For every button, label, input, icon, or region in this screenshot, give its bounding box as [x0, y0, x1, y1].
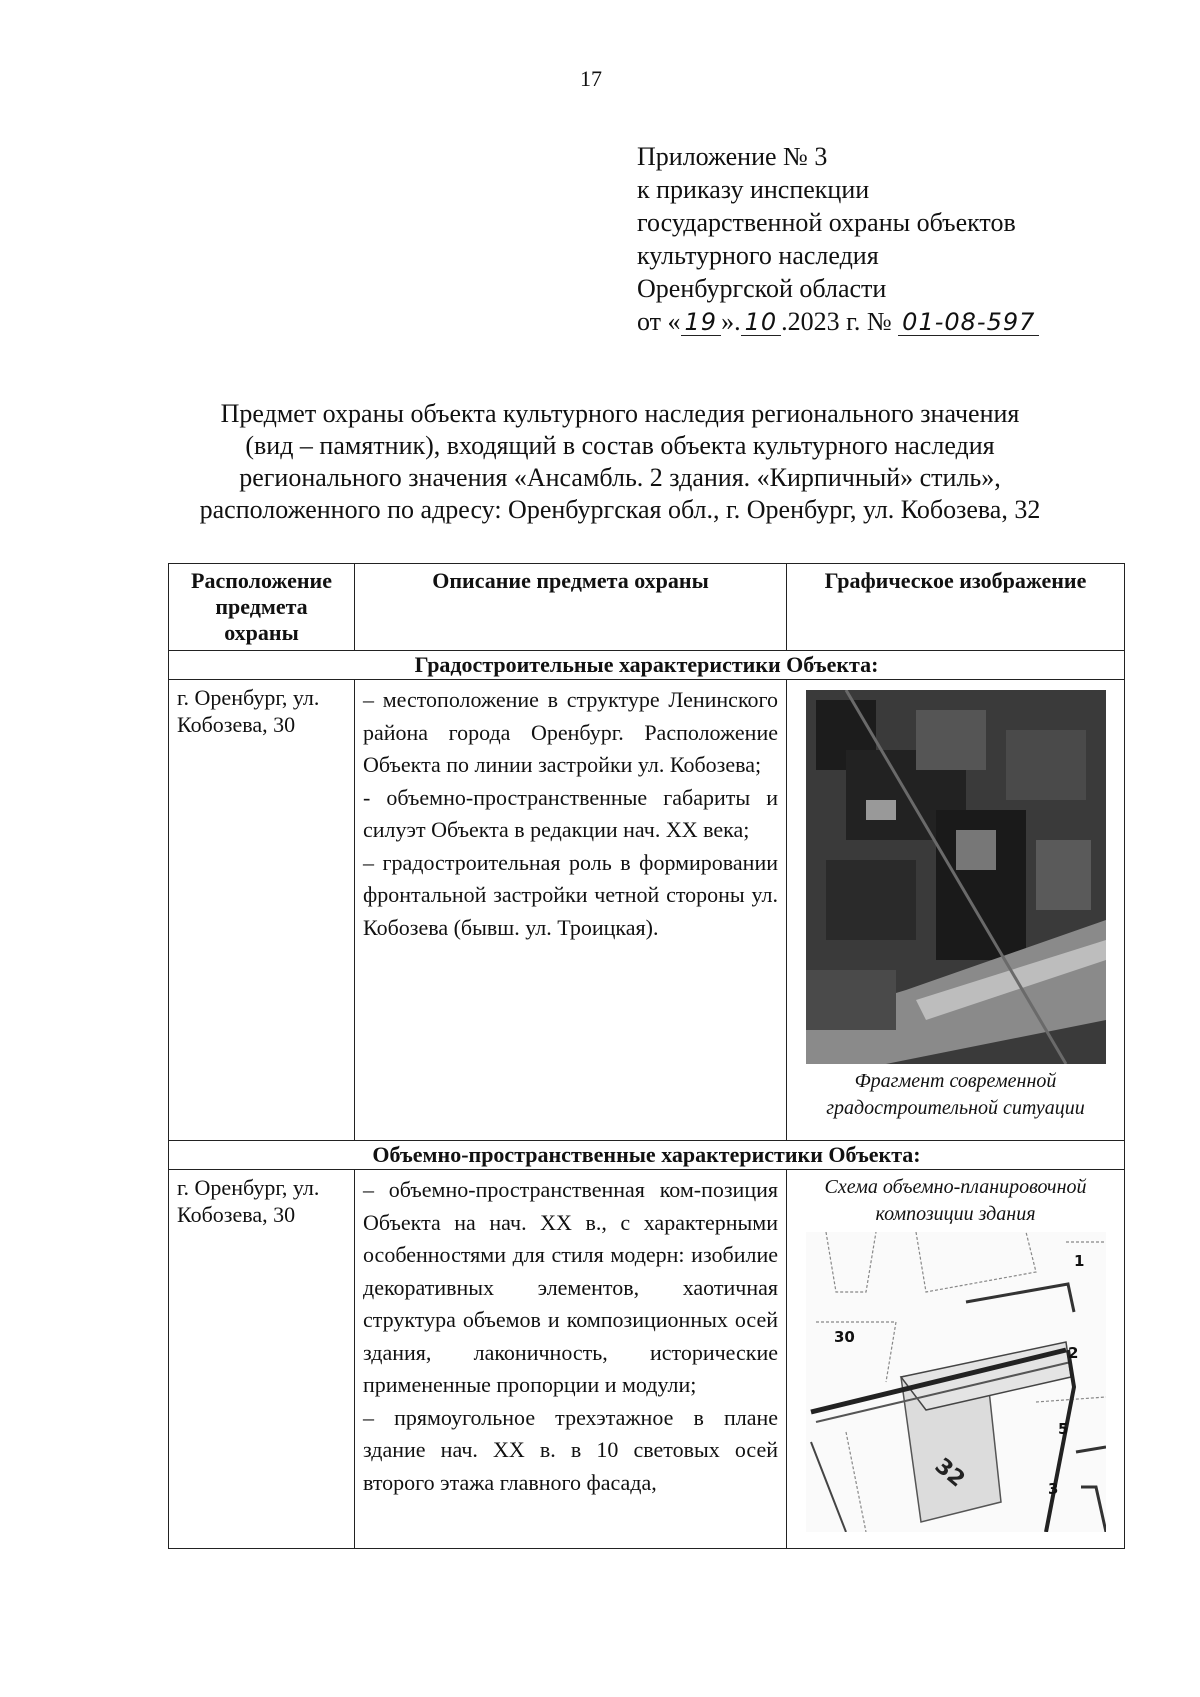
- description-item: – градостроительная роль в формировании фронтальной застройки четной стороны ул. Кобозева (бывш. ул. Троицкая).: [363, 849, 778, 940]
- scheme-caption: Схема объемно-планировочной композиции здания: [824, 1176, 1087, 1225]
- floor-plan-scheme-image: [806, 1232, 1106, 1532]
- aerial-photo-image: [806, 690, 1106, 1064]
- image-caption: Фрагмент современной градостроительной ситуации: [826, 1070, 1085, 1119]
- handwritten-month: 10: [741, 309, 782, 336]
- section-row: [169, 651, 1125, 680]
- title-line: регионального значения «Ансамбль. 2 здания. «Кирпичный» стиль»,: [239, 463, 1001, 492]
- location-cell: г. Оренбург, ул. Кобозева, 30: [169, 680, 355, 1141]
- description-cell: [355, 680, 787, 1141]
- description-cell: [355, 1170, 787, 1549]
- section-title-volumetric: Объемно-пространственные характеристики Объекта:: [169, 1141, 1125, 1170]
- date-mid: ».: [721, 307, 741, 336]
- handwritten-day: 19: [681, 309, 722, 336]
- table-row: [169, 680, 1125, 1141]
- description-item: – объемно-пространственная ком-позиция Объекта на нач. XX в., с характерными особенностями для стиля модерн: изобилие декоративных элементов, хаотичная структура объемов и композиционных осей здания, лаконичность, исторические примененные пропорции и модули;: [363, 1177, 778, 1397]
- document-title: [150, 398, 1090, 526]
- title-line: Предмет охраны объекта культурного наследия регионального значения: [220, 399, 1020, 428]
- scheme-label: 1: [1073, 1252, 1084, 1270]
- image-cell: [787, 680, 1125, 1141]
- scheme-label-building: 32: [929, 1453, 969, 1493]
- description-item: – местоположение в структуре Ленинского района города Оренбург. Расположение Объекта по линии застройки ул. Кобозева;: [363, 687, 778, 777]
- table-row: [169, 1170, 1125, 1549]
- protection-subject-table: [168, 563, 1125, 1549]
- image-cell: [787, 1170, 1125, 1549]
- section-title-urban: Градостроительные характеристики Объекта:: [169, 651, 1125, 680]
- date-suffix: .2023 г. №: [781, 307, 892, 336]
- title-line: (вид – памятник), входящий в состав объекта культурного наследия: [245, 431, 995, 460]
- appendix-line: культурного наследия: [637, 241, 879, 270]
- header-location: Расположение предмета охраны: [169, 564, 355, 651]
- appendix-date-line: [637, 305, 1039, 338]
- appendix-line: Приложение № 3: [637, 142, 828, 171]
- date-prefix: от «: [637, 307, 681, 336]
- appendix-block: [637, 140, 1039, 338]
- description-item: - объемно-пространственные габариты и силуэт Объекта в редакции нач. XX века;: [363, 784, 778, 842]
- appendix-line: к приказу инспекции: [637, 175, 870, 204]
- header-description: Описание предмета охраны: [355, 564, 787, 651]
- handwritten-order-number: 01-08-597: [898, 309, 1039, 336]
- appendix-line: Оренбургской области: [637, 274, 887, 303]
- scheme-label: 3: [1047, 1480, 1058, 1498]
- header-image: Графическое изображение: [787, 564, 1125, 651]
- description-item: – прямоугольное трехэтажное в плане здание нач. XX в. в 10 световых осей второго этажа главного фасада,: [363, 1404, 778, 1495]
- scheme-label: 5: [1057, 1420, 1068, 1438]
- page-number: 17: [580, 66, 602, 91]
- scheme-label: 30: [833, 1328, 855, 1346]
- title-line: расположенного по адресу: Оренбургская обл., г. Оренбург, ул. Кобозева, 32: [199, 495, 1041, 524]
- section-row: [169, 1141, 1125, 1170]
- table-header-row: [169, 564, 1125, 651]
- scheme-label: 2: [1067, 1344, 1078, 1362]
- appendix-line: государственной охраны объектов: [637, 208, 1016, 237]
- location-cell: г. Оренбург, ул. Кобозева, 30: [169, 1170, 355, 1549]
